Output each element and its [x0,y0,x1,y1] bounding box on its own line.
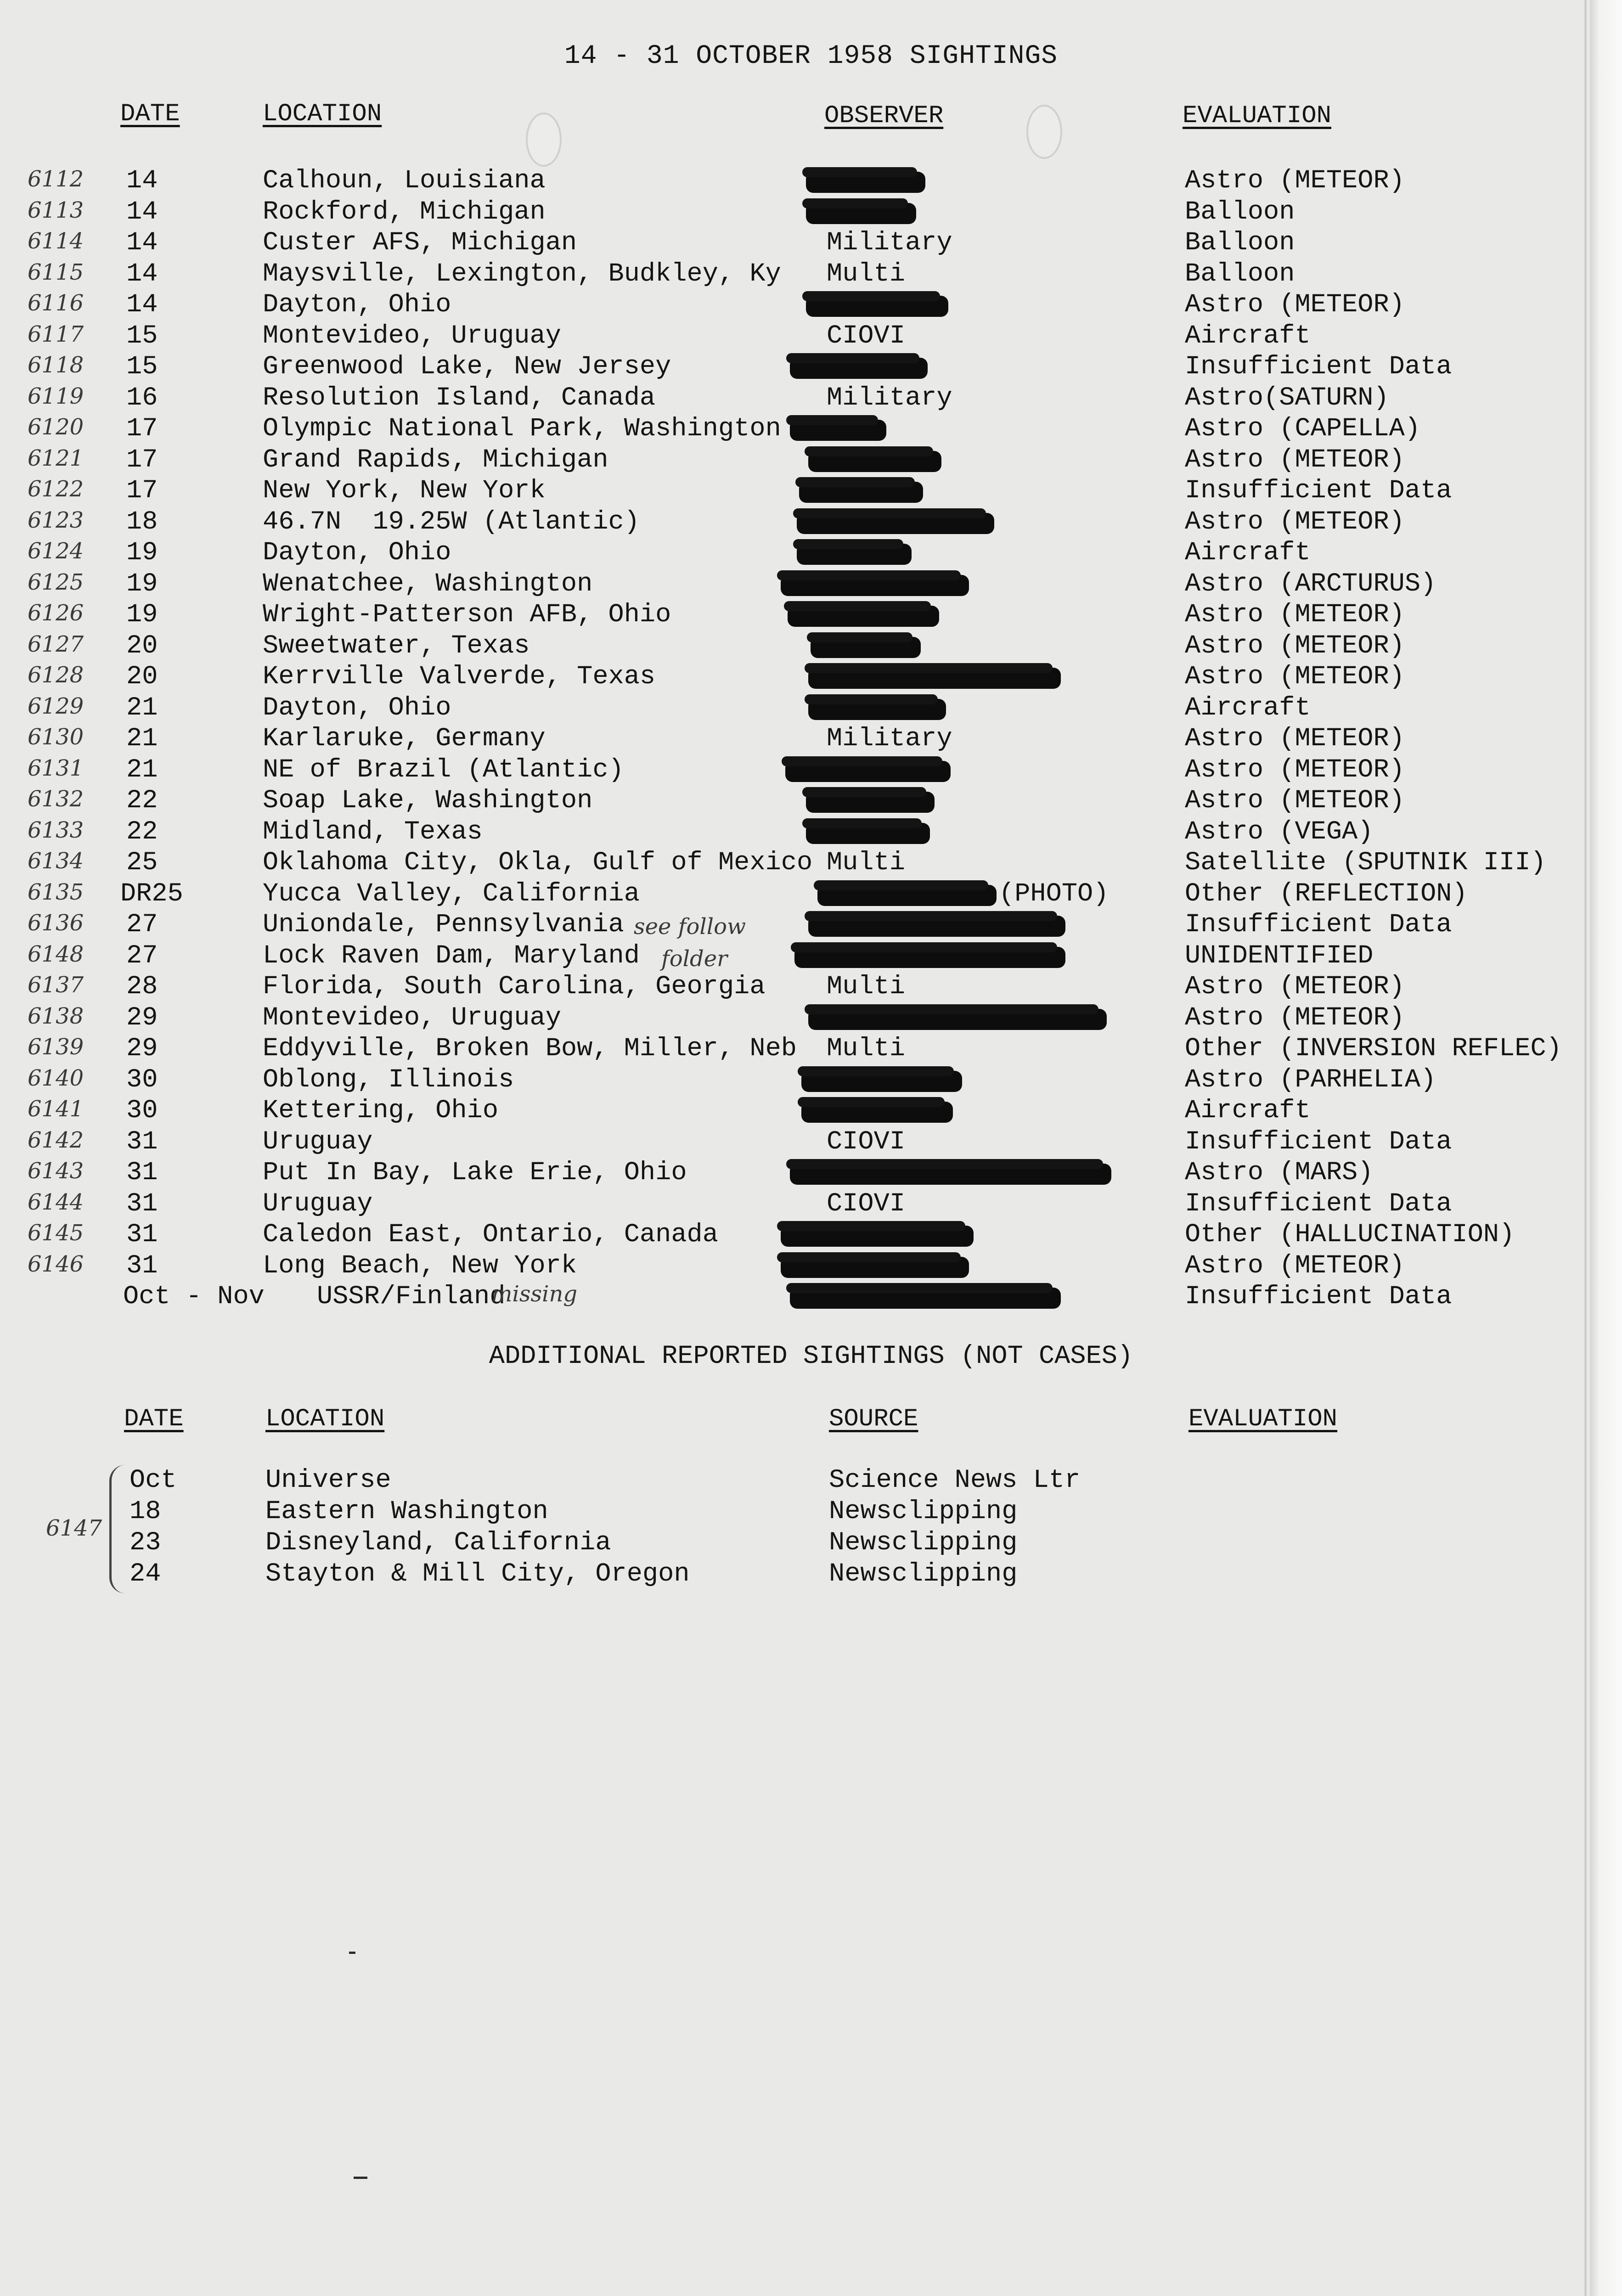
redaction-bar [797,544,912,565]
row-evaluation: Astro (CAPELLA) [1185,414,1421,444]
case-number: 6135 [28,879,84,905]
row-location: Oblong, Illinois [263,1065,514,1095]
row-date: 27 [126,941,158,971]
additional-row-source: Newsclipping [829,1528,1018,1558]
redaction-bar [785,761,951,782]
redaction-bar [790,1288,1061,1309]
redaction-bar [801,1071,962,1092]
row-evaluation: Balloon [1185,259,1295,289]
case-number: 6112 [28,166,84,192]
redaction-bar [790,1164,1111,1185]
row-date: 31 [126,1251,158,1281]
row-location: Montevideo, Uruguay [263,1003,561,1033]
row-date: 30 [126,1096,158,1125]
row-observer: CIOVI [827,1189,906,1219]
row-location: Maysville, Lexington, Budkley, Ky [263,259,781,289]
row-location: Uniondale, Pennsylvania [263,910,624,940]
row-date: 27 [126,910,158,940]
row-evaluation: Astro (METEOR) [1185,786,1405,816]
row-date: 19 [126,600,158,630]
row-location: Montevideo, Uruguay [263,321,561,351]
row-date: 21 [126,755,158,785]
row-evaluation: Astro (METEOR) [1185,662,1405,692]
row-location: Karlaruke, Germany [263,724,546,754]
punch-hole [1026,105,1062,159]
additional-row-date: 23 [130,1528,161,1558]
case-number: 6121 [28,445,84,471]
row-evaluation: Astro(SATURN) [1185,383,1389,413]
row-evaluation: Astro (METEOR) [1185,972,1405,1002]
redaction-bar [781,575,969,596]
row-location: Uruguay [263,1189,373,1219]
additional-row-location: Universe [265,1466,391,1495]
row-date: 17 [126,414,158,444]
row-evaluation: Astro (MARS) [1185,1158,1374,1187]
case-number: 6133 [28,817,84,843]
row-evaluation: Balloon [1185,197,1295,227]
header-evaluation: EVALUATION [1183,102,1332,130]
row-location: Kerrville Valverde, Texas [263,662,656,692]
case-number: 6129 [28,693,84,719]
row-observer: Multi [827,848,906,878]
page-edge-shadow [1590,0,1622,2296]
case-number: 6141 [28,1096,84,1122]
page-title: 14 - 31 OCTOBER 1958 SIGHTINGS [564,41,1058,71]
row-evaluation: Astro (METEOR) [1185,445,1405,475]
redaction-bar [806,296,948,317]
row-location: Florida, South Carolina, Georgia [263,972,766,1002]
redaction-bar [790,420,886,441]
row-location: Custer AFS, Michigan [263,228,577,258]
row-location: Resolution Island, Canada [263,383,656,413]
row-date: 31 [126,1158,158,1187]
case-number: 6138 [28,1003,84,1029]
additional-row-date: 24 [130,1559,161,1589]
bracket-mark [109,1465,125,1593]
row-evaluation: Astro (METEOR) [1185,290,1405,320]
row-date: 19 [126,538,158,568]
case-number: 6139 [28,1034,84,1060]
row-evaluation: Astro (METEOR) [1185,1251,1405,1281]
redaction-bar [790,358,928,379]
additional-header-location: LOCATION [265,1405,385,1433]
row-location: Yucca Valley, California [263,879,640,909]
case-number: 6114 [28,228,84,254]
row-location: Eddyville, Broken Bow, Miller, Neb [263,1034,797,1064]
redaction-bar [799,482,923,503]
redaction-bar [806,172,925,193]
row-date: 14 [126,166,158,196]
row-observer: CIOVI [827,1127,906,1157]
case-number: 6142 [28,1127,84,1153]
annotation-see-follow: see follow [634,914,746,940]
row-location: Dayton, Ohio [263,693,451,723]
case-number: 6134 [28,848,84,874]
row-observer: (PHOTO) [999,879,1109,909]
row-evaluation: Astro (METEOR) [1185,1003,1405,1033]
row-evaluation: Aircraft [1185,1096,1311,1125]
row-location: Sweetwater, Texas [263,631,530,661]
row-date: 21 [126,693,158,723]
row-evaluation: Astro (METEOR) [1185,724,1405,754]
row-date: 14 [126,197,158,227]
annotation-folder: folder [661,946,728,972]
page-edge-line [1584,0,1587,2296]
row-evaluation: Insufficient Data [1185,1282,1452,1311]
additional-header-evaluation: EVALUATION [1188,1405,1338,1433]
case-number: 6126 [28,600,84,626]
row-date: 22 [126,817,158,847]
row-location: Greenwood Lake, New Jersey [263,352,671,382]
row-evaluation: Insufficient Data [1185,1189,1452,1219]
row-location: Caledon East, Ontario, Canada [263,1220,718,1249]
row-date: 29 [126,1034,158,1064]
case-number: 6123 [28,507,84,533]
redaction-bar [797,513,994,534]
redaction-bar [808,451,941,472]
case-number: 6145 [28,1220,84,1246]
row-date: 20 [126,662,158,692]
row-date: DR25 [120,879,183,909]
case-number: 6136 [28,910,84,936]
additional-row-source: Science News Ltr [829,1466,1081,1495]
redaction-bar [808,1009,1107,1030]
row-location: Wright-Patterson AFB, Ohio [263,600,671,630]
row-date: 30 [126,1065,158,1095]
additional-title: ADDITIONAL REPORTED SIGHTINGS (NOT CASES) [489,1342,1133,1371]
row-location: Grand Rapids, Michigan [263,445,608,475]
row-location: USSR/Finland [317,1282,506,1311]
row-evaluation: Aircraft [1185,538,1311,568]
redaction-bar [781,1257,969,1278]
case-number: 6140 [28,1065,84,1091]
row-evaluation: Insufficient Data [1185,352,1452,382]
row-date: 16 [126,383,158,413]
row-location: Dayton, Ohio [263,290,451,320]
redaction-bar [788,606,939,627]
row-observer: Military [827,228,952,258]
redaction-bar [806,203,916,224]
row-location: Midland, Texas [263,817,483,847]
row-evaluation: Astro (ARCTURUS) [1185,569,1436,599]
row-date: 21 [126,724,158,754]
case-number: 6137 [28,972,84,998]
row-observer: Multi [827,259,906,289]
row-evaluation: Other (INVERSION REFLEC) [1185,1034,1562,1064]
row-evaluation: Other (REFLECTION) [1185,879,1468,909]
redaction-bar [817,885,997,906]
header-date: DATE [120,100,180,128]
row-observer: Military [827,724,952,754]
redaction-bar [794,947,1065,968]
case-number: 6146 [28,1251,84,1277]
row-date: 20 [126,631,158,661]
row-date: 15 [126,352,158,382]
row-evaluation: Astro (METEOR) [1185,600,1405,630]
row-location: Kettering, Ohio [263,1096,499,1125]
row-evaluation: Astro (METEOR) [1185,166,1405,196]
redaction-bar [808,916,1065,937]
row-location: Soap Lake, Washington [263,786,593,816]
row-evaluation: Aircraft [1185,321,1311,351]
additional-row-date: Oct [130,1466,177,1495]
row-date: 28 [126,972,158,1002]
row-date: 19 [126,569,158,599]
additional-row-location: Disneyland, California [265,1528,611,1558]
row-location: Uruguay [263,1127,373,1157]
case-number: 6117 [28,321,84,347]
row-date: 14 [126,259,158,289]
row-evaluation: Aircraft [1185,693,1311,723]
row-location: Put In Bay, Lake Erie, Ohio [263,1158,687,1187]
scan-speck [354,2177,367,2179]
redaction-bar [811,637,921,658]
row-date: 25 [126,848,158,878]
additional-row-location: Stayton & Mill City, Oregon [265,1559,690,1589]
row-evaluation: Insufficient Data [1185,910,1452,940]
case-number: 6113 [28,197,84,223]
row-location: Lock Raven Dam, Maryland [263,941,640,971]
row-evaluation: Satellite (SPUTNIK III) [1185,848,1546,878]
row-location: Long Beach, New York [263,1251,577,1281]
row-location: New York, New York [263,476,546,506]
row-evaluation: Balloon [1185,228,1295,258]
row-location: Dayton, Ohio [263,538,451,568]
row-observer: Military [827,383,952,413]
case-number: 6127 [28,631,84,657]
case-number: 6143 [28,1158,84,1184]
row-date: 29 [126,1003,158,1033]
annotation-missing: missing [491,1281,578,1307]
case-number: 6125 [28,569,84,595]
row-evaluation: Astro (METEOR) [1185,507,1405,537]
case-number: 6132 [28,786,84,812]
row-location: Wenatchee, Washington [263,569,593,599]
row-evaluation: Other (HALLUCINATION) [1185,1220,1515,1249]
case-number: 6122 [28,476,84,502]
row-date: 18 [126,507,158,537]
row-date: 31 [126,1189,158,1219]
additional-row-location: Eastern Washington [265,1497,548,1526]
punch-hole [526,113,562,167]
row-date: 17 [126,476,158,506]
redaction-bar [806,792,935,813]
row-evaluation: Astro (PARHELIA) [1185,1065,1436,1095]
additional-header-date: DATE [124,1405,184,1433]
row-location: Olympic National Park, Washington [263,414,781,444]
row-observer: CIOVI [827,321,906,351]
case-number: 6115 [28,259,84,285]
redaction-bar [808,699,946,720]
case-number: 6148 [28,941,84,967]
case-number: 6116 [28,290,84,316]
redaction-bar [781,1226,974,1247]
case-number: 6124 [28,538,84,564]
additional-header-source: SOURCE [829,1405,918,1433]
bracket-case-number: 6147 [46,1515,102,1541]
row-date: 17 [126,445,158,475]
row-location: Rockford, Michigan [263,197,546,227]
case-number: 6131 [28,755,84,781]
row-location: NE of Brazil (Atlantic) [263,755,624,785]
row-evaluation: Astro (METEOR) [1185,755,1405,785]
additional-row-source: Newsclipping [829,1559,1018,1589]
row-evaluation: UNIDENTIFIED [1185,941,1374,971]
case-number: 6128 [28,662,84,688]
scan-speck [349,1952,355,1954]
case-number: 6130 [28,724,84,750]
row-date: 14 [126,228,158,258]
redaction-bar [801,1102,953,1123]
row-location: Oklahoma City, Okla, Gulf of Mexico [263,848,813,878]
row-date: 22 [126,786,158,816]
row-date: Oct - Nov [123,1282,265,1311]
redaction-bar [806,823,930,844]
header-observer: OBSERVER [824,102,944,130]
row-evaluation: Astro (VEGA) [1185,817,1374,847]
row-date: 31 [126,1127,158,1157]
row-evaluation: Astro (METEOR) [1185,631,1405,661]
case-number: 6144 [28,1189,84,1215]
row-date: 15 [126,321,158,351]
row-date: 31 [126,1220,158,1249]
header-location: LOCATION [263,100,382,128]
row-date: 14 [126,290,158,320]
row-evaluation: Insufficient Data [1185,1127,1452,1157]
row-evaluation: Insufficient Data [1185,476,1452,506]
row-location: Calhoun, Louisiana [263,166,546,196]
additional-row-date: 18 [130,1497,161,1526]
additional-row-source: Newsclipping [829,1497,1018,1526]
redaction-bar [808,668,1061,689]
row-observer: Multi [827,1034,906,1064]
case-number: 6119 [28,383,84,409]
case-number: 6118 [28,352,84,378]
row-observer: Multi [827,972,906,1002]
row-location: 46.7N 19.25W (Atlantic) [263,507,640,537]
case-number: 6120 [28,414,84,440]
